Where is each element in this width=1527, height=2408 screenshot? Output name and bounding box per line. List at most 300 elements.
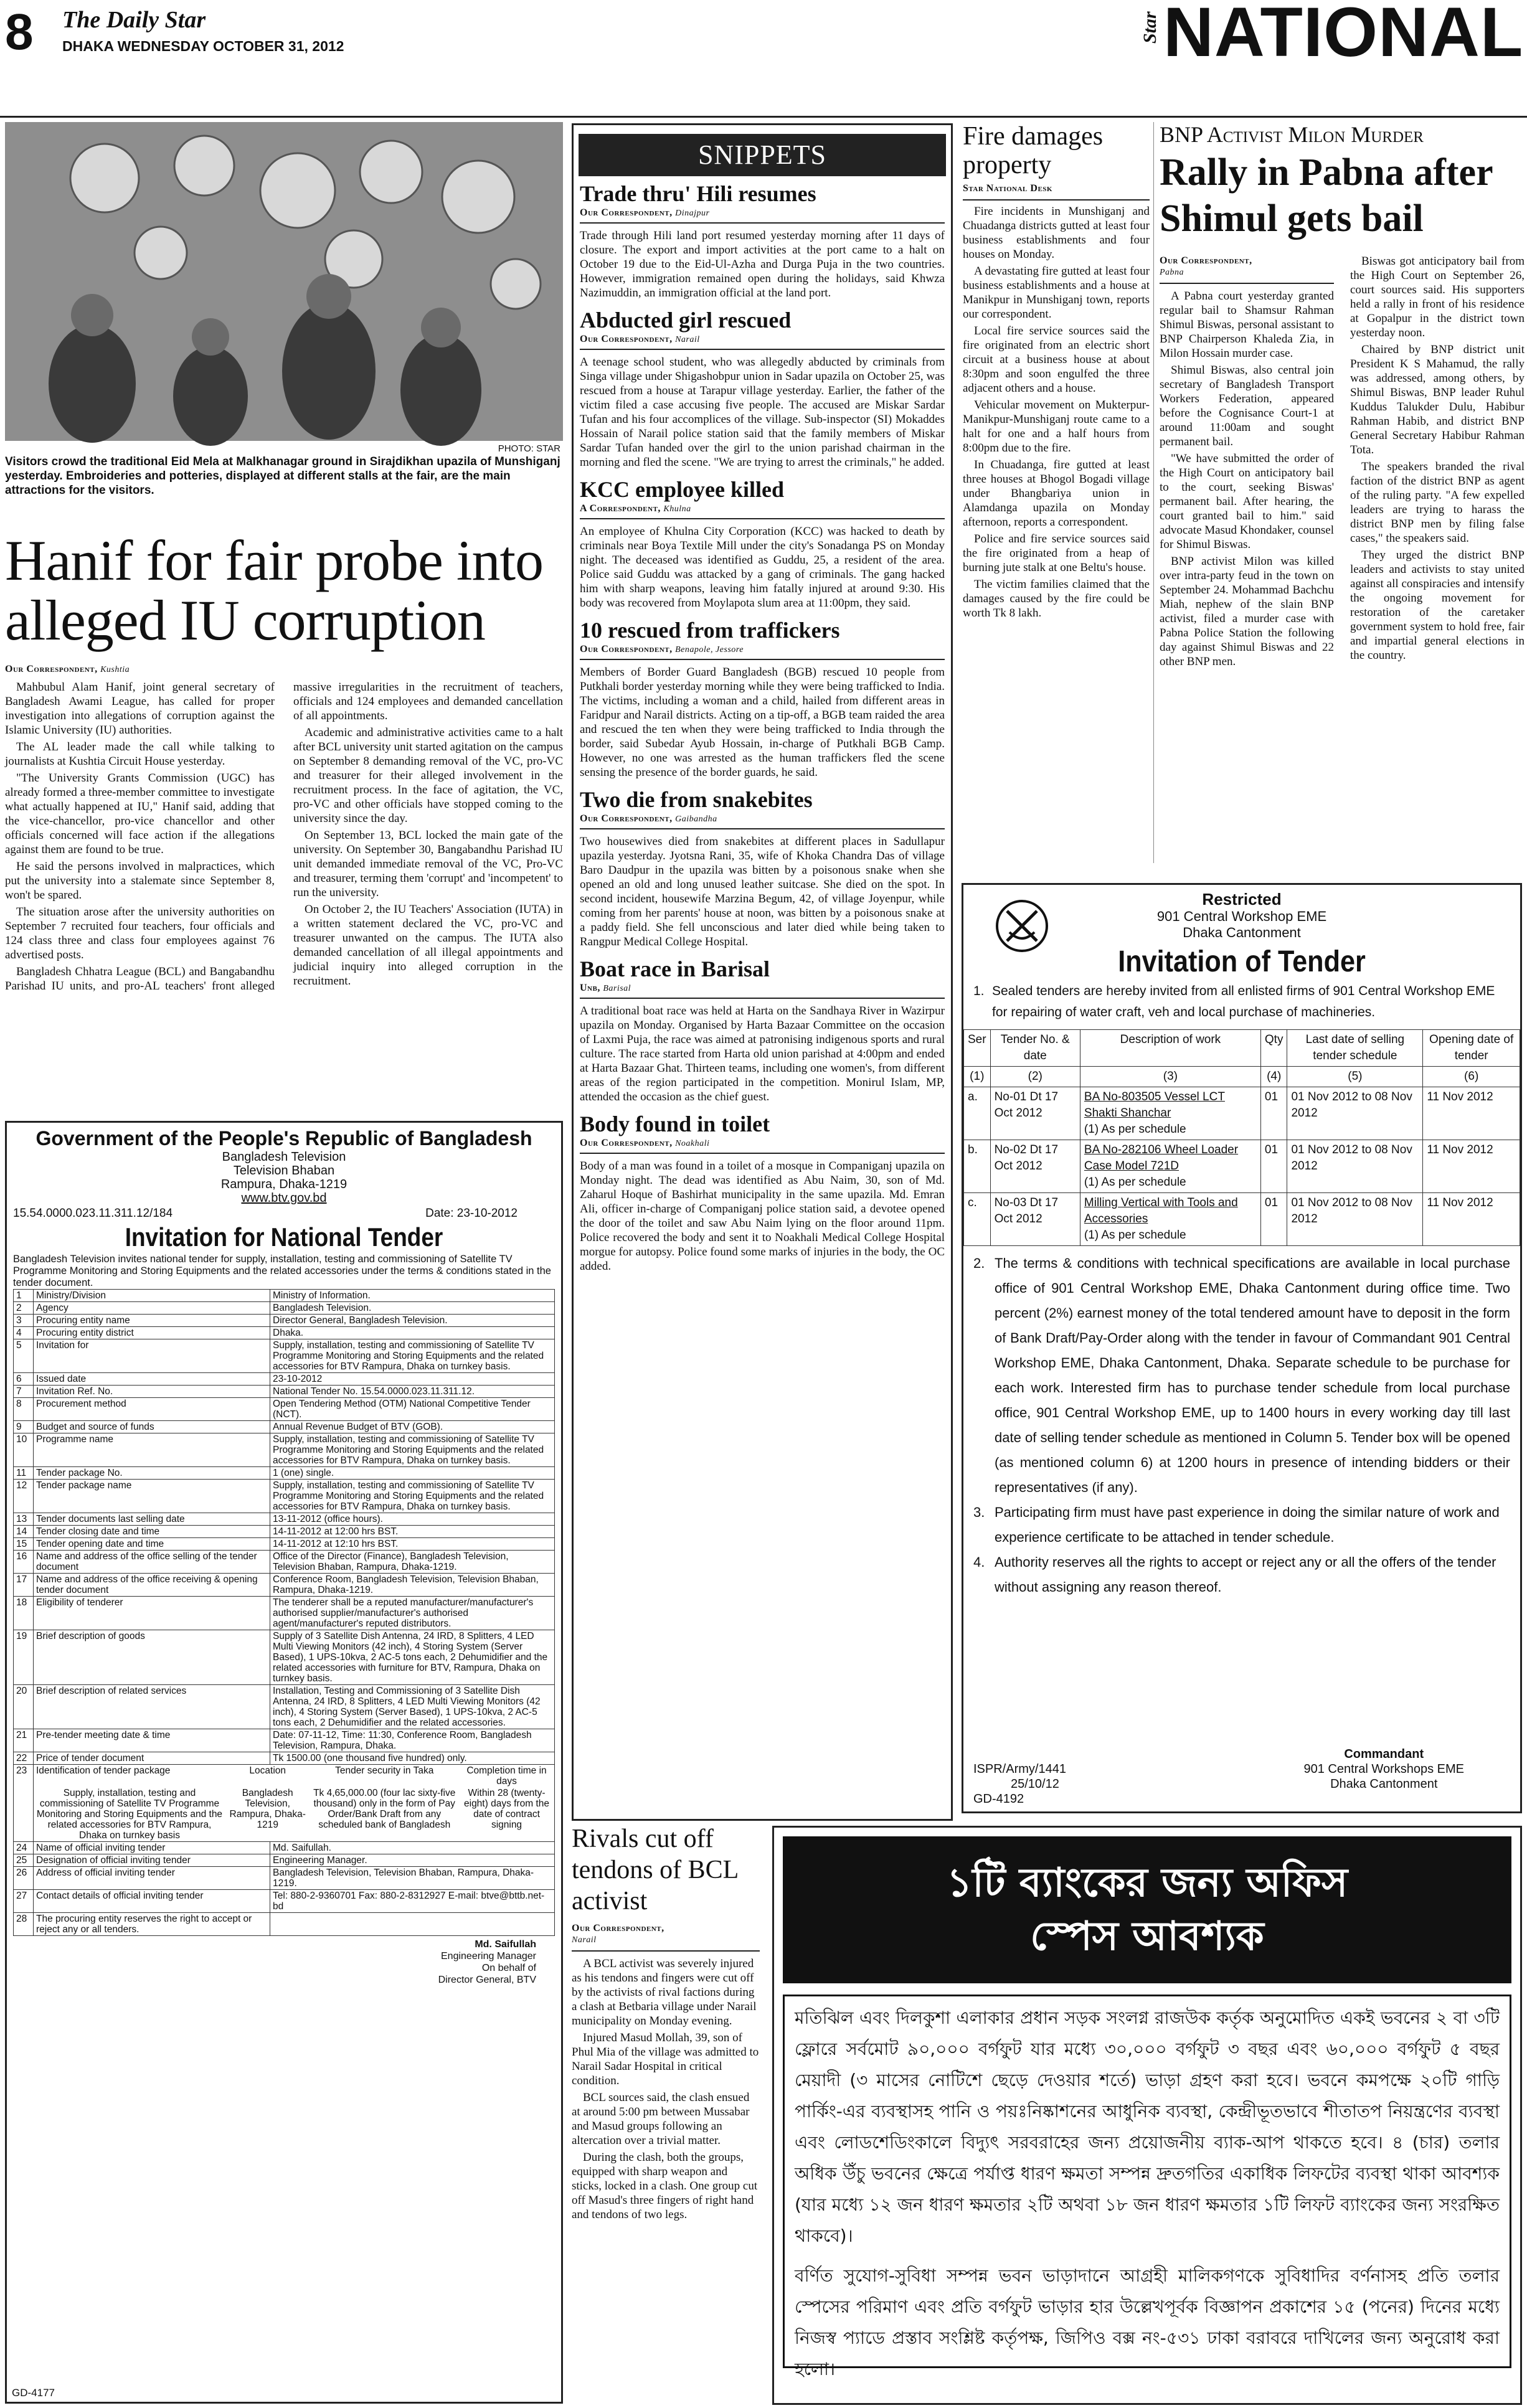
table-header: Qty <box>1260 1030 1287 1067</box>
snippet-rule <box>580 349 945 350</box>
byline-text: Our Correspondent, <box>5 664 98 674</box>
table-cell: 9 <box>14 1421 34 1433</box>
table-cell: 3 <box>14 1315 34 1327</box>
table-cell: Issued date <box>34 1373 270 1386</box>
table-row <box>14 1890 555 1913</box>
table-cell: Office of the Director (Finance), Bangladesh Television, Television Bhaban, Rampura, Dhaka-1219. <box>270 1551 555 1574</box>
table-cell: Within 28 (twenty-eight) days from the date of contract signing <box>464 1788 549 1830</box>
snippet-rule <box>580 828 945 829</box>
army-point-2 <box>973 1251 1510 1500</box>
table-row <box>34 1765 554 1787</box>
paragraph: A devastating fire gutted at least four business establishments and a house at Manikpur in Munshiganj town, reports our correspondent. <box>963 265 1150 321</box>
section-logo: Star <box>1140 11 1160 44</box>
point-number: 4. <box>973 1554 985 1570</box>
table-cell: Bangladesh Television, Television Bhaban, Rampura, Dhaka-1219. <box>270 1867 555 1890</box>
paragraph: The AL leader made the call while talking to journalists at Kushtia Circuit House yesterday. <box>5 740 275 768</box>
byline-place: Narail <box>572 1935 597 1945</box>
paragraph: In Chuadanga, fire gutted at least three houses at Bhogol Bogadi village under Bhangbariya union in Alamdanga upazila on Monday afternoon, reports a correspondent. <box>963 458 1150 529</box>
table-header: Location <box>249 1765 286 1776</box>
sign-line: On behalf of <box>481 1963 536 1973</box>
byline-place: Kushtia <box>100 665 130 674</box>
table-cell: 15 <box>14 1538 34 1551</box>
table-cell: Invitation for <box>34 1339 270 1373</box>
sign-line: Dhaka Cantonment <box>1330 1777 1438 1791</box>
table-cell: 7 <box>14 1386 34 1398</box>
table-cell: Tender package name <box>34 1480 270 1513</box>
table-cell: 14-11-2012 at 12:10 hrs BST. <box>270 1538 555 1551</box>
bcl-headline: Rivals cut off tendons of BCL activist <box>572 1825 738 1915</box>
table-row <box>964 1140 1520 1193</box>
army-signature <box>1303 1747 1464 1792</box>
table-header: (5) <box>1287 1067 1423 1087</box>
table-header: Description of work <box>1080 1030 1260 1067</box>
paragraph: During the clash, both the groups, equipped with sharp weapon and sticks, locked in a clash. One group cut off Masud's three fingers of right hand and tendons of two legs. <box>572 2151 758 2221</box>
snippet-byline <box>580 813 945 824</box>
table-row <box>14 1290 555 1302</box>
paragraph: The victim families claimed that the damages caused by the fire could be worth Tk 8 lakh. <box>963 578 1150 620</box>
fire-headline: Fire damages property <box>963 122 1104 179</box>
table-cell: Conference Room, Bangladesh Television, Television Bhaban, Rampura, Dhaka-1219. <box>270 1574 555 1597</box>
table-row <box>14 1685 555 1729</box>
ad-title-line2: স্পেস আবশ্যক <box>1030 1914 1264 1960</box>
point-number: 2. <box>973 1255 985 1271</box>
photo-credit: PHOTO: STAR <box>498 443 560 454</box>
table-cell: Md. Saifullah. <box>270 1842 555 1854</box>
table-cell: 1 (one) single. <box>270 1467 555 1480</box>
eid-mela-photo <box>5 122 563 441</box>
snippet-item <box>580 180 945 300</box>
header-rule <box>0 116 1527 118</box>
table-cell: The tenderer shall be a reputed manufacturer/manufacturer's authorised supplier/manufacturer's authorised agent/manufacturer's reputed distributors. <box>270 1597 555 1630</box>
byline-place: Noakhali <box>675 1139 710 1148</box>
lead-headline: Hanif for fair probe into alleged IU corruption <box>5 529 544 652</box>
snippet-byline <box>580 983 945 994</box>
table-cell: 19 <box>14 1630 34 1685</box>
table-cell: Supply, installation, testing and commissioning of Satellite TV Programme Monitoring and Storing Equipments and the related accessories for BTV Rampura, Dhaka on turnkey basis <box>36 1788 223 1841</box>
table-cell: Pre-tender meeting date & time <box>34 1729 270 1752</box>
table-header: Opening date of tender <box>1423 1030 1520 1067</box>
table-cell: a. <box>964 1087 991 1140</box>
btv-line3: Rampura, Dhaka-1219 <box>220 1178 347 1191</box>
btv-line1: Bangladesh Television <box>222 1150 346 1164</box>
paragraph: Local fire service sources said the fire originated from an electric short circuit at a business house at about 8:30pm and soon engulfed the three adjacent others and a house. <box>963 324 1150 395</box>
schedule-note: (1) As per schedule <box>1084 1123 1186 1136</box>
army-tender-ad <box>962 883 1522 1813</box>
paragraph: Bangladesh Chhatra League (BCL) and Bangabandhu Parishad IU units, and pro-AL teachers' front alleged massive irregularities in the recruitment of teachers, officials and 124 employees and demanded cancellation of all appointments. <box>5 681 563 993</box>
lead-story <box>5 663 563 1112</box>
schedule-note: (1) As per schedule <box>1084 1176 1186 1189</box>
table-header: Last date of selling tender schedule <box>1287 1030 1423 1067</box>
snippet-item <box>580 955 945 1104</box>
paragraph: "The University Grants Commission (UGC) has already formed a three-member committee to investigate what actually happened at IU," Hanif said, adding that the vice-chancellor, pro-vice chancellor and other officials concerned will face action if the allegations against them are found to be true. <box>5 772 275 856</box>
table-cell: Procuring entity district <box>34 1327 270 1339</box>
table-cell: 21 <box>14 1729 34 1752</box>
table-cell: Price of tender document <box>34 1752 270 1765</box>
byline-place: Pabna <box>1160 268 1184 277</box>
table-cell: National Tender No. 15.54.0000.023.11.311.12. <box>270 1386 555 1398</box>
table-row <box>14 1854 555 1867</box>
table-cell: The procuring entity reserves the right to accept or reject any or all tenders. <box>34 1913 270 1936</box>
table-header: (3) <box>1080 1067 1260 1087</box>
page-number: 8 <box>5 4 34 60</box>
ad-banner <box>783 1836 1511 1983</box>
table-cell: Agency <box>34 1302 270 1315</box>
byline-place: Narail <box>675 335 700 344</box>
bcl-rule <box>572 1950 760 1952</box>
snippet-text: Members of Border Guard Bangladesh (BGB) rescued 10 people from Putkhali border yesterday morning while they were being trafficked to India. The victims, including a woman and a child, hailed from different areas in Faridpur and Narail districts. Acting on a tip-off, a BGB team raided the area and rescued the ten when they were being trafficked to India through the border, said Subedar Ayub Hossain, in-charge of Putkhali BGB Camp. However, no one was arrested as the human traffickers fled the scene sensing the presence of the border guards, he said. <box>580 666 945 779</box>
table-cell: Annual Revenue Budget of BTV (GOB). <box>270 1421 555 1433</box>
bnp-headline: Rally in Pabna after Shimul gets bail <box>1160 151 1493 240</box>
table-row <box>14 1421 555 1433</box>
army-point-1 <box>963 981 1520 1023</box>
army-unit: 901 Central Workshop EME <box>1156 909 1327 924</box>
table-cell: 01 Nov 2012 to 08 Nov 2012 <box>1287 1140 1423 1193</box>
table-cell: 11 Nov 2012 <box>1423 1087 1520 1140</box>
sign-line: Commandant <box>1344 1747 1424 1761</box>
bnp-body <box>1160 254 1525 669</box>
table-row <box>14 1315 555 1327</box>
table-cell: Contact details of official inviting tender <box>34 1890 270 1913</box>
bnp-rule <box>1160 283 1334 284</box>
table-cell: Engineering Manager. <box>270 1854 555 1867</box>
table-cell: Supply of 3 Satellite Dish Antenna, 24 IRD, 8 Splitters, 4 LED Multi Viewing Monitors (42 inch), 4 Storing System (Server Based), 1 UPS-10kva, 2 AC-5 tons each, 2 Dehumidifier and the related accessories with furniture for BTV, Rampura, Dhaka on turnkey basis. <box>270 1630 555 1685</box>
paragraph: On October 2, the IU Teachers' Association (IUTA) in a written statement declared the VC, pro-VC and treasurer unwanted on the campus. The IUTA also demanded cancellation of all illegal appointments and judicial inquiry into alleged corruption in the recruitment. <box>293 903 563 988</box>
paragraph: The situation arose after the university authorities on September 7 recruited four teachers, four officials and 124 class three and class four employees against 76 advertised posts. <box>5 905 275 961</box>
byline-text: Our Correspondent, <box>580 813 673 824</box>
byline-text: Our Correspondent, <box>1160 255 1252 266</box>
table-cell: No-01 Dt 17 Oct 2012 <box>990 1087 1080 1140</box>
paragraph: Biswas got anticipatory bail from the High Court on September 26, court sources said. His supporters held a rally in front of his residence at Gopalpur in the district town yesterday noon. <box>1350 255 1525 339</box>
table-cell: Bangladesh Television. <box>270 1302 555 1315</box>
table-cell: 01 <box>1260 1140 1287 1193</box>
paragraph: They urged the district BNP leaders and activists to stay united against all conspiracies and intensify the ongoing movement for restoration of the caretaker government system to hold free, fair and impartial general elections in the country. <box>1350 549 1525 662</box>
paragraph: A Pabna court yesterday granted regular bail to Shamsur Rahman Shimul Biswas, personal assistant to BNP Chairperson Khaleda Zia, in Milon Hossain murder case. <box>1160 290 1334 360</box>
photo-illustration <box>5 122 563 441</box>
snippet-headline: Body found in toilet <box>580 1112 770 1136</box>
table-cell: 1 <box>14 1290 34 1302</box>
table-cell: No-03 Dt 17 Oct 2012 <box>990 1193 1080 1246</box>
btv-line2: Television Bhaban <box>233 1164 335 1178</box>
snippet-item <box>580 306 945 470</box>
table-cell: 17 <box>14 1574 34 1597</box>
fire-body <box>963 204 1150 620</box>
table-cell: Tender package No. <box>34 1467 270 1480</box>
table-cell: Brief description of related services <box>34 1685 270 1729</box>
table-cell <box>1080 1087 1260 1140</box>
snippet-byline <box>580 503 945 514</box>
table-row <box>14 1373 555 1386</box>
byline-place: Benapole, Jessore <box>675 645 744 654</box>
ref-line: 25/10/12 <box>1011 1777 1059 1791</box>
masthead: The Daily Star <box>62 7 206 33</box>
table-cell: Open Tendering Method (OTM) National Competitive Tender (NCT). <box>270 1398 555 1421</box>
paragraph: The speakers branded the rival faction of the district BNP as agent of the ruling party. "A few expelled leaders are trying to harass the district BNP men by filing false cases," the speakers said. <box>1350 460 1525 545</box>
table-row <box>14 1327 555 1339</box>
table-cell: Eligibility of tenderer <box>34 1597 270 1630</box>
table-row <box>14 1597 555 1630</box>
point-text: The terms & conditions with technical specifications are available in local purchase office of 901 Central Workshop EME, Dhaka Cantonment during office time. Two percent (2%) earnest money of the total tendered amount have to deposit in the form of Bank Draft/Pay-Order along with the tender in favour of Commandant 901 Central Workshop EME, Dhaka Cantonment, Dhaka. Separate schedule to be purchase for each work. Interested firm has to purchase tender schedule from local purchase office, 901 Central Workshop EME, up to 1400 hours in every working day till last date of selling tender schedule as mentioned in Column 5. Tender box will be opened (as mentioned column 6) at 1200 hours in presence of intending bidders or their representatives (if any). <box>995 1255 1510 1495</box>
page-header <box>0 0 1527 118</box>
snippet-byline <box>580 207 945 219</box>
table-cell: 23-10-2012 <box>270 1373 555 1386</box>
table-cell: 24 <box>14 1842 34 1854</box>
sign-line: Director General, BTV <box>438 1975 536 1985</box>
table-cell: Name and address of the office selling of the tender document <box>34 1551 270 1574</box>
byline-place: Barisal <box>603 984 631 993</box>
table-cell: Dhaka. <box>270 1327 555 1339</box>
paragraph: Injured Masud Mollah, 39, son of Phul Mia of the village was admitted to Narail Sadar Hospital in critical condition. <box>572 2031 759 2087</box>
snippet-rule <box>580 998 945 999</box>
btv-tender-title: Invitation for National Tender <box>125 1222 443 1252</box>
work-description: Milling Vertical with Tools and Accessories <box>1084 1196 1238 1225</box>
table-cell: b. <box>964 1140 991 1193</box>
snippets-list <box>574 180 951 1273</box>
sign-line: 901 Central Workshops EME <box>1303 1762 1464 1776</box>
ad-para-1: মতিঝিল এবং দিলকুশা এলাকার প্রধান সড়ক সংলগ্ন রাজউক কর্তৃক অনুমোদিত একই ভবনের ২ বা ৩টি ফ্লোরে সর্বমোট ৯০,০০০ বর্গফুট যার মধ্যে ৩০,০০০ বর্গফুট ৩ বছর এবং ৬০,০০০ বর্গফুট ৫ বছর মেয়াদী (৩ মাসের নোটিশে ছেড়ে দেওয়ার শর্তে) ভাড়া গ্রহণ করা হবে। ভবনে কমপক্ষে ২০টি গাড়ি পার্কিং-এর ব্যবস্থাসহ পানি ও পয়ঃনিষ্কাশনের আধুনিক ব্যবস্থা, কেন্দ্রীভূতভাবে শীতাতপ নিয়ন্ত্রণের ব্যবস্থা এবং লোডশেডিংকালে বিদ্যুৎ সরবরাহের জন্য প্রয়োজনীয় ব্যাক-আপ থাকতে হবে। ৪ (চার) তলার অধিক উঁচু ভবনের ক্ষেত্রে পর্যাপ্ত ধারণ ক্ষমতা সম্পন্ন দ্রুতগতির একাধিক লিফটের ব্যবস্থা থাকা আবশ্যক (যার মধ্যে ১২ জন ধারণ ক্ষমতার ২টি অথবা ১৮ জন ধারণ ক্ষমতার ১টি লিফট ব্যাংকের জন্য সংরক্ষিত থাকবে)। <box>795 2008 1500 2246</box>
table-cell: 27 <box>14 1890 34 1913</box>
table-row <box>14 1752 555 1765</box>
byline-text: Our Correspondent, <box>580 1138 673 1148</box>
table-cell: Brief description of goods <box>34 1630 270 1685</box>
snippet-headline: KCC employee killed <box>580 477 784 502</box>
table-cell: c. <box>964 1193 991 1246</box>
ad-para-2: বর্ণিত সুযোগ-সুবিধা সম্পন্ন ভবন ভাড়াদানে আগ্রহী মালিকগণকে সুবিধাদির বর্ণনাসহ প্রতি তলার স্পেসের পরিমাণ এবং প্রতি বর্গফুট ভাড়ার হার উল্লেখপূর্বক বিজ্ঞাপন প্রকাশের ১৫ (পনের) দিনের মধ্যে নিজস্ব প্যাডে প্রস্তাব সংশ্লিষ্ট কর্তৃপক্ষ, জিপিও বক্স নং-৫৩১ ঢাকা বরাবরে দাখিলের জন্য অনুরোধ করা হলো। <box>795 2265 1500 2379</box>
snippet-item <box>580 1110 945 1273</box>
table-cell: Procuring entity name <box>34 1315 270 1327</box>
table-cell: Ministry of Information. <box>270 1290 555 1302</box>
btv-intro: Bangladesh Television invites national tender for supply, installation, testing and commissioning of Satellite TV Programme Monitoring and Storing Equipments and the related accessories under the terms & conditions stated in the tender document. <box>13 1254 551 1288</box>
table-cell: 16 <box>14 1551 34 1574</box>
snippet-rule <box>580 659 945 660</box>
ad-title-line1: ১টি ব্যাংকের জন্য অফিস <box>946 1860 1348 1906</box>
table-cell: 6 <box>14 1373 34 1386</box>
snippet-text: Trade through Hili land port resumed yesterday morning after 11 days of closure. The export and import activities at the port came to a halt on October 19 due to the Eid-Ul-Azha and Durga Puja in the two countries. However, immigration remained open during the holidays, said Khwza Nazimuddin, an immigration official at the land port. <box>580 229 945 300</box>
package-table <box>34 1765 554 1841</box>
table-header: Tender security in Taka <box>335 1765 434 1776</box>
paragraph: He said the persons involved in malpractices, which put the university into a stalemate since September 8, won't be spared. <box>5 860 275 902</box>
ad-body-box <box>783 1995 1511 2379</box>
table-cell: Tender closing date and time <box>34 1526 270 1538</box>
snippet-text: Two housewives died from snakebites at different places in Sadullapur upazila yesterday. Jyotsna Rani, 35, wife of Khoka Chandra Das of village Baro Daudpur in the upazila was bitten by a poisonous snake when she opened an old and long unused leather suitcase. She died on the spot. In second incident, housewife Marzina Begum, 42, of village Joyenpur, while coming from her parents' house at noon, was bitten by a poisonous snake at a paddy field. She fell unconscious and later died while being taken to Rangpur Medical College Hospital. <box>580 835 945 948</box>
snippet-byline <box>580 334 945 345</box>
table-cell: 11 Nov 2012 <box>1423 1193 1520 1246</box>
table-cell: Tk 4,65,000.00 (four lac sixty-five thousand) only in the form of Pay Order/Bank Draft from any scheduled bank of Bangladesh <box>313 1788 456 1830</box>
table-header: (2) <box>990 1067 1080 1087</box>
paragraph: Vehicular movement on Mukterpur-Manikpur-Munshiganj route came to a halt for one and a half hours from 8:00pm due to the fire. <box>963 399 1150 455</box>
table-cell: 5 <box>14 1339 34 1373</box>
snippet-rule <box>580 222 945 224</box>
army-points <box>963 1246 1520 1600</box>
table-cell: 11 Nov 2012 <box>1423 1140 1520 1193</box>
table-row <box>14 1480 555 1513</box>
table-cell: Bangladesh Television, Rampura, Dhaka-1219 <box>229 1788 306 1830</box>
byline-text: Our Correspondent, <box>580 644 673 654</box>
table-cell: 8 <box>14 1398 34 1421</box>
table-cell: 01 <box>1260 1087 1287 1140</box>
column-divider <box>1153 122 1154 863</box>
bnp-story <box>1160 122 1525 867</box>
restricted-label: Restricted <box>1202 890 1282 909</box>
table-row <box>14 1467 555 1480</box>
bnp-kicker: BNP Activist Milon Murder <box>1160 122 1424 147</box>
paragraph: BNP activist Milon was killed over intra-party feud in the town on September 24. Mohammad Bachchu Miah, nephew of the slain BNP activist, filed a murder case with Pabna Police Station the following day against Shimul Biswas and 22 other BNP men. <box>1160 555 1334 668</box>
table-row <box>14 1398 555 1421</box>
bnp-columns <box>1160 254 1525 877</box>
table-cell: Supply, installation, testing and commissioning of Satellite TV Programme Monitoring and Storing Equipments and the related accessories for BTV Rampura, Dhaka on turnkey basis. <box>270 1480 555 1513</box>
byline-place: Dinajpur <box>675 209 710 218</box>
snippet-headline: Trade thru' Hili resumes <box>580 181 816 206</box>
table-cell: 4 <box>14 1327 34 1339</box>
btv-website-link[interactable]: www.btv.gov.bd <box>241 1191 327 1205</box>
table-cell: Tk 1500.00 (one thousand five hundred) only. <box>270 1752 555 1765</box>
table-header: Tender No. & date <box>990 1030 1080 1067</box>
table-cell <box>270 1913 555 1936</box>
table-cell: Tender documents last selling date <box>34 1513 270 1526</box>
army-table-head <box>964 1030 1520 1087</box>
paragraph: "We have submitted the order of the High Court on anticipatory bail to the court, seeking Biswas' permanent bail. After hearing, the court granted bail to him." said advocate Masud Khondaker, counsel for Shimul Biswas. <box>1160 452 1334 551</box>
paragraph: Police and fire service sources said the fire originated from a heap of burning jute stalk at one Beltu's house. <box>963 532 1150 574</box>
snippet-text: Body of a man was found in a toilet of a mosque in Companiganj upazila on Monday night. The dead was identified as Abu Naim, 30, son of Md. Zaharul Hoque of Bashirhat municipality in the same upazila. Md. Emran Ali, officer in-charge of Companiganj police station said, a devotee opened the door of the toilet and saw Abu Naim lying on the floor around 11pm. Police recovered the body and sent it to Noakhali Medical College Hospital morgue for autopsy. Police found some marks of injuries in the body, the OC added. <box>580 1159 945 1273</box>
table-row <box>14 1538 555 1551</box>
btv-memo-row <box>13 1206 555 1221</box>
ref-line: GD-4192 <box>973 1792 1024 1806</box>
bcl-byline <box>572 1923 760 1945</box>
snippet-headline: Boat race in Barisal <box>580 956 770 981</box>
army-point-4 <box>973 1550 1510 1600</box>
snippet-text: A traditional boat race was held at Harta on the Sandhaya River in Wazirpur upazila on Monday. Organised by Harta Bazaar Committee on the occasion of Laxmi Puja, the race was aimed at patronising indigenous sports and rural culture. The race started from Harta old union parishad at 4:00pm and ended at Harta Bazaar Ghat. Thirteen teams, including one women's, from different areas of the region participated in the competition. Monirul Islam, MP, attended the occasion as the chief guest. <box>580 1004 945 1103</box>
byline-place: Gaibandha <box>675 814 717 824</box>
table-row <box>14 1551 555 1574</box>
army-tender-title: Invitation of Tender <box>1118 945 1366 978</box>
table-cell: Supply, installation, testing and commissioning of Satellite TV Programme Monitoring and Storing Equipments and the related accessories for BTV Rampura, Dhaka on turnkey basis. <box>270 1339 555 1373</box>
snippet-item <box>580 786 945 949</box>
table-cell <box>1080 1193 1260 1246</box>
bnp-byline <box>1160 255 1334 278</box>
table-row <box>964 1087 1520 1140</box>
table-row <box>14 1339 555 1373</box>
fire-byline: Star National Desk <box>963 183 1052 194</box>
table-header: (6) <box>1423 1067 1520 1087</box>
table-header: (1) <box>964 1067 991 1087</box>
table-cell: 01 Nov 2012 to 08 Nov 2012 <box>1287 1087 1423 1140</box>
sign-line: Md. Saifullah <box>475 1939 536 1950</box>
table-cell: 01 Nov 2012 to 08 Nov 2012 <box>1287 1193 1423 1246</box>
btv-signature <box>13 1938 555 1986</box>
point-text: Participating firm must have past experience in doing the similar nature of work and experience certificate to be attached in tender schedule. <box>995 1504 1500 1545</box>
table-header: Ser <box>964 1030 991 1067</box>
lead-body <box>5 680 563 1103</box>
table-cell: Address of official inviting tender <box>34 1867 270 1890</box>
byline-place: Khulna <box>663 504 691 514</box>
snippet-item <box>580 616 945 780</box>
table-cell <box>34 1765 555 1842</box>
table-cell: 28 <box>14 1913 34 1936</box>
table-cell: Ministry/Division <box>34 1290 270 1302</box>
paragraph: A BCL activist was severely injured as his tendons and fingers were cut off by the activists of rival factions during a clash at Betbaria village under Narail municipality on Monday evening. <box>572 1957 757 2028</box>
dateline: DHAKA WEDNESDAY OCTOBER 31, 2012 <box>62 38 344 54</box>
table-cell: 25 <box>14 1854 34 1867</box>
bank-office-space-ad <box>772 1826 1522 2405</box>
table-cell: 12 <box>14 1480 34 1513</box>
byline-text: Our Correspondent, <box>572 1923 664 1933</box>
table-cell: 23 <box>14 1765 34 1842</box>
paragraph: BCL sources said, the clash ensued at around 5:00 pm between Mussabar and Masud groups following an altercation over a trivial matter. <box>572 2091 750 2147</box>
army-tender-table <box>963 1029 1520 1246</box>
lead-byline <box>5 664 563 675</box>
snippet-item <box>580 476 945 610</box>
table-cell: 2 <box>14 1302 34 1315</box>
bcl-story <box>572 1823 760 2406</box>
point-text: Sealed tenders are hereby invited from all enlisted firms of 901 Central Workshop EME for repairing of water craft, veh and local purchase of machineries. <box>992 984 1495 1019</box>
table-row <box>14 1513 555 1526</box>
table-cell: 01 <box>1260 1193 1287 1246</box>
table-header: Completion time in days <box>466 1765 547 1787</box>
point-number: 1. <box>973 984 985 998</box>
table-row <box>964 1030 1520 1067</box>
table-row <box>14 1867 555 1890</box>
table-row <box>14 1729 555 1752</box>
ref-line: ISPR/Army/1441 <box>973 1762 1066 1776</box>
table-cell: Date: 07-11-12, Time: 11:30, Conference Room, Bangladesh Television, Rampura, Dhaka. <box>270 1729 555 1752</box>
sign-line: Engineering Manager <box>441 1951 536 1962</box>
army-location: Dhaka Cantonment <box>1183 925 1301 940</box>
paragraph: Chaired by BNP district unit President K S Mahamud, the rally was addressed, among others, by Shimul Biswas, BNP leader Ruhul Kuddus Talukder Dulu, Habibur Rahman Habib, and district BNP General Secretary Habibur Rahman Tota. <box>1350 343 1525 456</box>
table-row <box>964 1193 1520 1246</box>
snippet-byline <box>580 644 945 655</box>
paragraph: Academic and administrative activities came to a halt after BCL university unit started agitation on the campus on September 8 demanding removal of the VC, pro-VC and treasurer for their alleged involvement in the recruitment process. In the face of agitation, the VC, pro-VC and other officials have stopped coming to the university since the day. <box>293 726 563 825</box>
btv-code: GD-4177 <box>12 2387 55 2399</box>
section-title: NATIONAL <box>1163 0 1524 71</box>
byline-text: Our Correspondent, <box>580 207 673 218</box>
table-cell: 13 <box>14 1513 34 1526</box>
table-cell: 18 <box>14 1597 34 1630</box>
table-row <box>14 1526 555 1538</box>
byline-text: Unb, <box>580 983 600 993</box>
table-cell <box>1080 1140 1260 1193</box>
snippet-headline: Two die from snakebites <box>580 787 813 812</box>
memo-number: 15.54.0000.023.11.311.12/184 <box>13 1207 173 1220</box>
table-row <box>14 1302 555 1315</box>
work-description: BA No-803505 Vessel LCT Shakti Shanchar <box>1084 1090 1225 1120</box>
table-cell: Tender opening date and time <box>34 1538 270 1551</box>
table-row <box>14 1433 555 1467</box>
work-description: BA No-282106 Wheel Loader Case Model 721D <box>1084 1143 1239 1173</box>
table-cell: No-02 Dt 17 Oct 2012 <box>990 1140 1080 1193</box>
point-number: 3. <box>973 1504 985 1520</box>
btv-tender-ad <box>5 1121 563 2404</box>
paragraph: Mahbubul Alam Hanif, joint general secretary of Bangladesh Awami League, has called for proper investigation into allegations of corruption against the Islamic University (IU) authorities. <box>5 681 275 737</box>
table-header: (4) <box>1260 1067 1287 1087</box>
btv-tender-table <box>13 1289 555 1936</box>
paragraph: On September 13, BCL locked the main gate of the university. On September 30, Bangabandhu Parishad IU unit demanded immediate removal of the VC, Pro-VC and treasurer, terming them 'corrupt' and 'incompetent' to run the university. <box>293 829 563 899</box>
fire-story <box>963 122 1150 867</box>
snippet-rule <box>580 1153 945 1154</box>
table-cell: Programme name <box>34 1433 270 1467</box>
table-cell: Procurement method <box>34 1398 270 1421</box>
army-table-body <box>964 1087 1520 1246</box>
table-row <box>34 1787 554 1841</box>
fire-rule <box>963 199 1150 201</box>
table-cell: Invitation Ref. No. <box>34 1386 270 1398</box>
table-cell: 14 <box>14 1526 34 1538</box>
snippet-byline <box>580 1138 945 1149</box>
byline-text: Our Correspondent, <box>580 334 673 344</box>
army-point-3 <box>973 1500 1510 1550</box>
snippet-headline: Abducted girl rescued <box>580 308 792 333</box>
table-row <box>14 1913 555 1936</box>
photo-caption: Visitors crowd the traditional Eid Mela at Malkhanagar ground in Sirajdikhan upazila of Munshiganj yesterday. Embroideries and potteries, displayed at different stalls at the fair, are the main attractions for the visitors. <box>5 455 560 497</box>
btv-table-body <box>14 1290 555 1936</box>
